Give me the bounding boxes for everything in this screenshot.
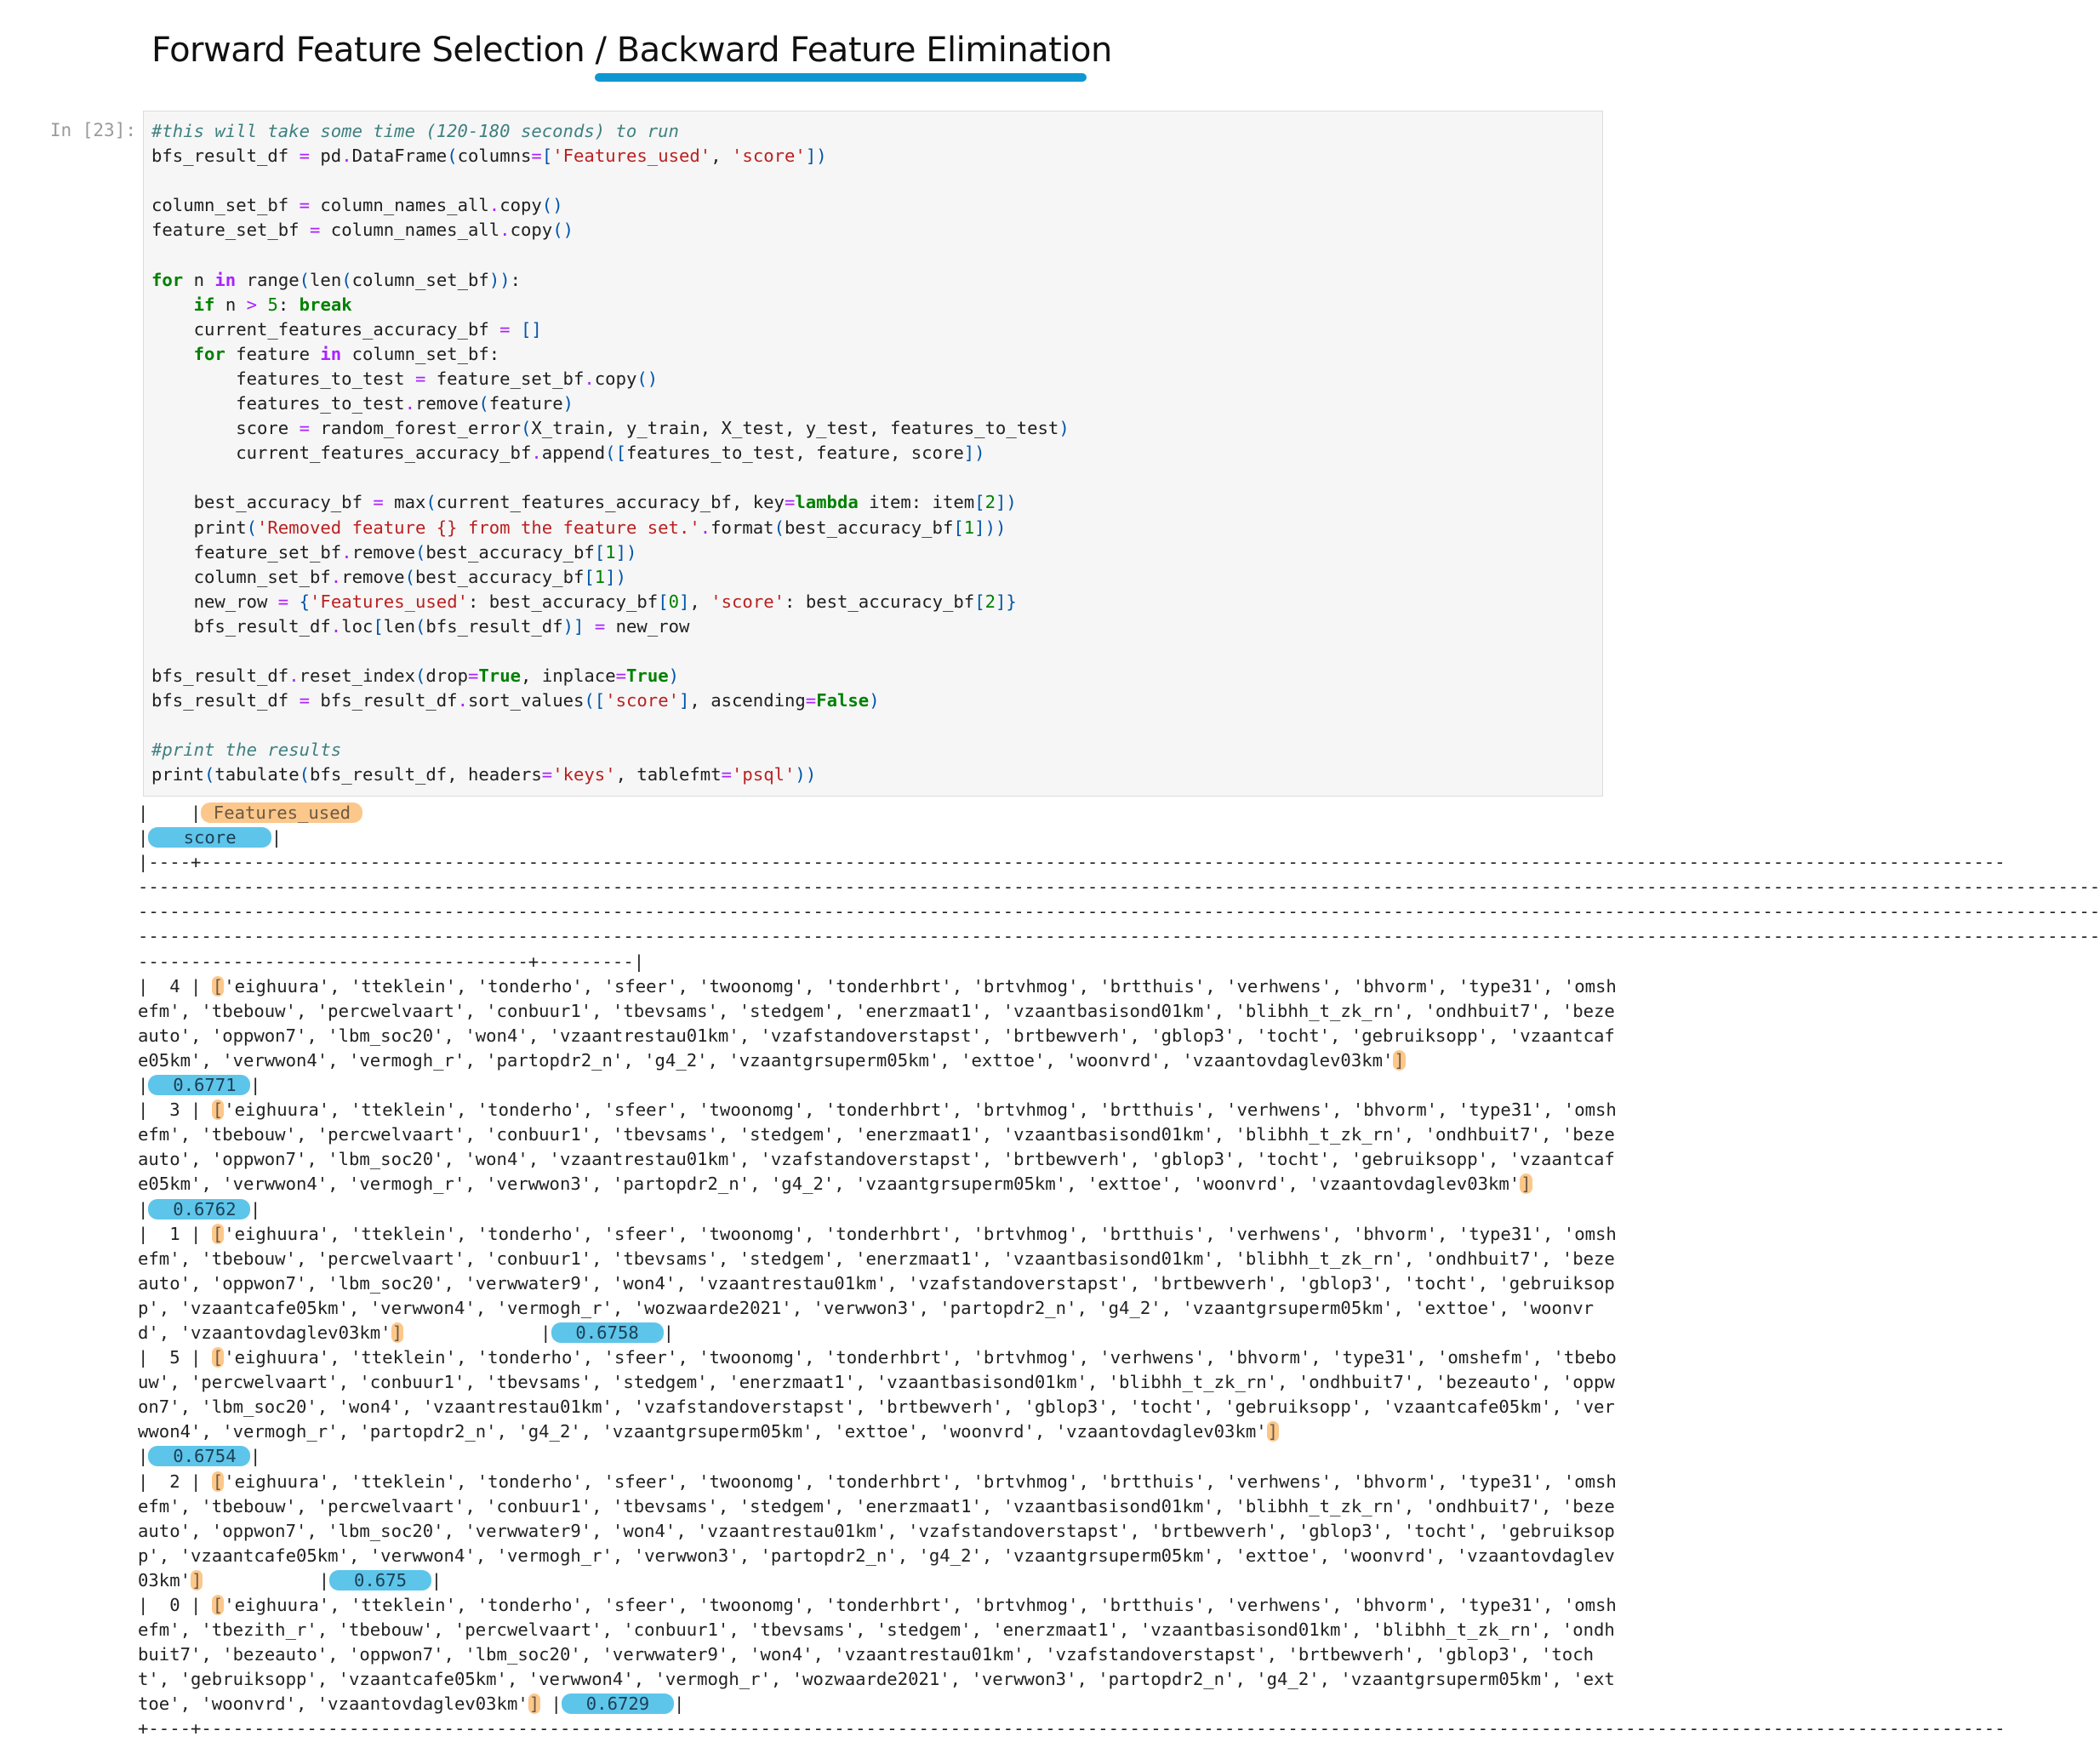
list-open-bracket: [ xyxy=(212,1471,224,1492)
cell-prompt: In [23]: xyxy=(49,120,136,140)
table-row-line: toe', 'woonvrd', 'vzaantovdaglev03km'] | 0.6729 | xyxy=(138,1693,685,1715)
table-row-line: 03km'] | 0.675 | xyxy=(138,1569,442,1591)
code-line: #print the results xyxy=(151,740,342,761)
title-part-backward: Backward Feature Elimination xyxy=(616,31,1112,70)
title-part-forward: Forward Feature Selection / xyxy=(151,31,617,70)
score-value: 0.675 xyxy=(329,1570,431,1591)
table-row-line xyxy=(138,1618,1615,1642)
code-line xyxy=(151,713,1070,738)
table-row-line: | 2 | ['eighuura', 'tteklein', 'tonderho', 'sfeer', 'twoonomg', 'tonderhbrt', 'brtvhmog', 'brtthuis', 'verhwens', 'bhvorm', 'type31', 'omsh xyxy=(138,1471,1617,1492)
features-text: 'eighuura', 'tteklein', 'tonderho', 'sfeer', 'twoonomg', 'tonderhbrt', 'brtvhmog', 'brtthuis', 'verhwens', 'bhvorm', 'type31', 'omsh xyxy=(224,1471,1617,1492)
table-separator: -------------------------------------+---------| xyxy=(138,951,645,972)
code-line: #this will take some time (120-180 seconds) to run xyxy=(151,121,679,141)
table-row-line: | 3 | ['eighuura', 'tteklein', 'tonderho', 'sfeer', 'twoonomg', 'tonderhbrt', 'brtvhmog', 'brtthuis', 'verhwens', 'bhvorm', 'type31', 'omsh xyxy=(138,1099,1617,1121)
features-text: on7', 'lbm_soc20', 'won4', 'vzaantrestau01km', 'vzafstandoverstapst', 'brtbewverh', 'gblop3', 'tocht', 'gebruiksopp', 'vzaantcafe05km', 'ver xyxy=(138,1396,1615,1418)
score-value: 0.6762 xyxy=(148,1199,250,1219)
code-line: current_features_accuracy_bf.append([features_to_test, feature, score]) xyxy=(151,443,985,464)
features-text: auto', 'oppwon7', 'lbm_soc20', 'won4', 'vzaantrestau01km', 'vzafstandoverstapst', 'brtbewverh', 'gblop3', 'tocht', 'gebruiksopp', 'vzaantcaf xyxy=(138,1025,1615,1046)
title-underline xyxy=(595,73,1087,82)
list-open-bracket: [ xyxy=(212,1223,224,1244)
code-line: column_set_bf = column_names_all.copy() xyxy=(151,195,563,216)
score-value: 0.6729 xyxy=(562,1693,674,1714)
list-open-bracket: [ xyxy=(212,975,224,997)
table-row-line xyxy=(138,1048,1601,1073)
code-line: bfs_result_df = pd.DataFrame(columns=['Features_used', 'score']) xyxy=(151,146,827,167)
features-text: e05km', 'verwwon4', 'vermogh_r', 'verwwon3', 'partopdr2_n', 'g4_2', 'vzaantgrsuperm05km', 'exttoe', 'woonvrd', 'vzaantovdaglev03km' xyxy=(138,1174,1521,1195)
features-text: d', 'vzaantovdaglev03km' xyxy=(138,1322,391,1343)
table-row-line xyxy=(138,1024,1615,1048)
features-text: efm', 'tbebouw', 'percwelvaart', 'conbuur1', 'tbevsams', 'stedgem', 'enerzmaat1', 'vzaantbasisond01km', 'blibhh_t_zk_rn', 'ondhbuit7', 'beze xyxy=(138,1248,1615,1269)
table-row-line xyxy=(138,1296,1601,1321)
code-line: column_set_bf.remove(best_accuracy_bf[1]) xyxy=(151,566,627,587)
code-line: best_accuracy_bf = max(current_features_accuracy_bf, key=lambda item: item[2]) xyxy=(151,492,1017,513)
table-row-line xyxy=(138,1544,1615,1568)
list-close-bracket: ] xyxy=(1521,1174,1532,1195)
column-header-score: score xyxy=(148,827,271,848)
table-row-line xyxy=(138,1642,1601,1667)
score-value: 0.6771 xyxy=(148,1075,250,1095)
table-row-line xyxy=(138,1494,1615,1519)
features-text: p', 'vzaantcafe05km', 'verwwon4', 'vermogh_r', 'verwwon3', 'partopdr2_n', 'g4_2', 'vzaantgrsuperm05km', 'exttoe', 'woonvrd', 'vzaantovdaglev xyxy=(138,1545,1615,1566)
features-text: uw', 'percwelvaart', 'conbuur1', 'tbevsams', 'stedgem', 'enerzmaat1', 'vzaantbasisond01km', 'blibhh_t_zk_rn', 'ondhbuit7', 'bezeauto', 'oppw xyxy=(138,1372,1615,1393)
table-row-line xyxy=(138,1419,1601,1444)
table-row-line xyxy=(138,1247,1615,1271)
table-separator: ------------------------------------------------------------------------------------------------------------------------------------------------------------------------------------------ xyxy=(138,877,2100,898)
table-row-line xyxy=(138,1172,1601,1197)
features-text: 'eighuura', 'tteklein', 'tonderho', 'sfeer', 'twoonomg', 'tonderhbrt', 'brtvhmog', 'brtthuis', 'verhwens', 'bhvorm', 'type31', 'omsh xyxy=(224,1099,1617,1121)
code-line xyxy=(151,243,1070,267)
table-row-line: | 1 | ['eighuura', 'tteklein', 'tonderho', 'sfeer', 'twoonomg', 'tonderhbrt', 'brtvhmog', 'brtthuis', 'verhwens', 'bhvorm', 'type31', 'omsh xyxy=(138,1223,1617,1244)
table-row-line: d', 'vzaantovdaglev03km'] | 0.6758 | xyxy=(138,1322,674,1343)
features-text: 03km' xyxy=(138,1569,191,1591)
code-line: feature_set_bf.remove(best_accuracy_bf[1]) xyxy=(151,541,637,563)
code-editor[interactable] xyxy=(151,119,1070,788)
code-line: current_features_accuracy_bf = [] xyxy=(151,318,542,340)
features-text: auto', 'oppwon7', 'lbm_soc20', 'verwwater9', 'won4', 'vzaantrestau01km', 'vzafstandoverstapst', 'brtbewverh', 'gblop3', 'tocht', 'gebruiksop xyxy=(138,1272,1615,1294)
code-line: feature_set_bf = column_names_all.copy() xyxy=(151,220,574,241)
features-text: efm', 'tbebouw', 'percwelvaart', 'conbuur1', 'tbevsams', 'stedgem', 'enerzmaat1', 'vzaantbasisond01km', 'blibhh_t_zk_rn', 'ondhbuit7', 'beze xyxy=(138,1495,1615,1516)
code-line: bfs_result_df = bfs_result_df.sort_values(['score'], ascending=False) xyxy=(151,690,880,711)
cell-output xyxy=(138,801,2100,1742)
list-close-bracket: ] xyxy=(528,1693,540,1715)
table-header-line: | | Features_used xyxy=(138,802,362,823)
table-row-line xyxy=(138,1122,1615,1147)
table-row-line xyxy=(138,1271,1615,1296)
table-row-line xyxy=(138,1370,1615,1395)
code-line xyxy=(151,465,1070,490)
features-text: t', 'gebruiksopp', 'vzaantcafe05km', 'verwwon4', 'vermogh_r', 'wozwaarde2021', 'verwwon3', 'partopdr2_n', 'g4_2', 'vzaantgrsuperm05km', 'ext xyxy=(138,1669,1615,1690)
table-row-line xyxy=(138,1667,1615,1692)
table-footer: +----+--------------------------------------------------------------------------------------------------------------------------------------------------------------------------- xyxy=(138,1718,2006,1739)
features-text: auto', 'oppwon7', 'lbm_soc20', 'won4', 'vzaantrestau01km', 'vzafstandoverstapst', 'brtbewverh', 'gblop3', 'tocht', 'gebruiksopp', 'vzaantcaf xyxy=(138,1149,1615,1170)
list-close-bracket: ] xyxy=(1394,1049,1405,1071)
features-text: 'eighuura', 'tteklein', 'tonderho', 'sfeer', 'twoonomg', 'tonderhbrt', 'brtvhmog', 'brtthuis', 'verhwens', 'bhvorm', 'type31', 'omsh xyxy=(224,1223,1617,1244)
score-value: 0.6754 xyxy=(148,1446,250,1466)
table-row-line: | 5 | ['eighuura', 'tteklein', 'tonderho', 'sfeer', 'twoonomg', 'tonderhbrt', 'brtvhmog', 'verhwens', 'bhvorm', 'type31', 'omshefm', 'tbebo xyxy=(138,1347,1617,1368)
features-text: wwon4', 'vermogh_r', 'partopdr2_n', 'g4_2', 'vzaantgrsuperm05km', 'exttoe', 'woonvrd', 'vzaantovdaglev03km' xyxy=(138,1421,1267,1442)
table-row-line: | 4 | ['eighuura', 'tteklein', 'tonderho', 'sfeer', 'twoonomg', 'tonderhbrt', 'brtvhmog', 'brtthuis', 'verhwens', 'bhvorm', 'type31', 'omsh xyxy=(138,975,1617,997)
code-line: bfs_result_df.loc[len(bfs_result_df)] = new_row xyxy=(151,615,690,637)
features-text: efm', 'tbebouw', 'percwelvaart', 'conbuur1', 'tbevsams', 'stedgem', 'enerzmaat1', 'vzaantbasisond01km', 'blibhh_t_zk_rn', 'ondhbuit7', 'beze xyxy=(138,1000,1615,1021)
list-close-bracket: ] xyxy=(191,1569,203,1591)
table-row-score-line: | 0.6754 | xyxy=(138,1446,261,1467)
table-row-line xyxy=(138,1395,1615,1419)
table-separator: ------------------------------------------------------------------------------------------------------------------------------------------------------------------------------------------ xyxy=(138,926,2100,947)
code-line: print(tabulate(bfs_result_df, headers='keys', tablefmt='psql')) xyxy=(151,764,817,785)
list-open-bracket: [ xyxy=(212,1595,224,1615)
table-row-score-line: | 0.6771 | xyxy=(138,1075,261,1096)
table-header-line: | score | xyxy=(138,827,282,848)
code-line: new_row = {'Features_used': best_accuracy_bf[0], 'score': best_accuracy_bf[2]} xyxy=(151,591,1017,612)
code-line: if n > 5: break xyxy=(193,294,352,315)
code-line xyxy=(151,639,1070,664)
score-value: 0.6758 xyxy=(551,1322,664,1343)
column-header-features: Features_used xyxy=(203,802,362,823)
table-separator: ------------------------------------------------------------------------------------------------------------------------------------------------------------------------------------------ xyxy=(138,901,2100,922)
features-text: 'eighuura', 'tteklein', 'tonderho', 'sfeer', 'twoonomg', 'tonderhbrt', 'brtvhmog', 'verhwens', 'bhvorm', 'type31', 'omshefm', 'tbebo xyxy=(224,1347,1617,1368)
table-row-line xyxy=(138,1147,1615,1172)
code-line xyxy=(151,168,1070,193)
code-line: features_to_test.remove(feature) xyxy=(151,393,574,414)
list-open-bracket: [ xyxy=(212,1347,224,1368)
code-line: score = random_forest_error(X_train, y_train, X_test, y_test, features_to_test) xyxy=(151,418,1070,439)
table-row-line xyxy=(138,1519,1615,1544)
table-row-line xyxy=(138,999,1615,1024)
features-text: efm', 'tbebouw', 'percwelvaart', 'conbuur1', 'tbevsams', 'stedgem', 'enerzmaat1', 'vzaantbasisond01km', 'blibhh_t_zk_rn', 'ondhbuit7', 'beze xyxy=(138,1124,1615,1145)
list-close-bracket: ] xyxy=(1267,1421,1279,1442)
features-text: auto', 'oppwon7', 'lbm_soc20', 'verwwater9', 'won4', 'vzaantrestau01km', 'vzafstandoverstapst', 'brtbewverh', 'gblop3', 'tocht', 'gebruiksop xyxy=(138,1520,1615,1541)
code-line: for n in range(len(column_set_bf)): xyxy=(151,269,522,290)
code-line: for feature in column_set_bf: xyxy=(193,343,500,364)
features-text: toe', 'woonvrd', 'vzaantovdaglev03km' xyxy=(138,1693,528,1715)
table-row-line: | 0 | ['eighuura', 'tteklein', 'tonderho', 'sfeer', 'twoonomg', 'tonderhbrt', 'brtvhmog', 'brtthuis', 'verhwens', 'bhvorm', 'type31', 'omsh xyxy=(138,1595,1617,1615)
features-text: p', 'vzaantcafe05km', 'verwwon4', 'vermogh_r', 'wozwaarde2021', 'verwwon3', 'partopdr2_n', 'g4_2', 'vzaantgrsuperm05km', 'exttoe', 'woonvr xyxy=(138,1297,1594,1318)
list-open-bracket: [ xyxy=(212,1099,224,1121)
features-text: e05km', 'verwwon4', 'vermogh_r', 'partopdr2_n', 'g4_2', 'vzaantgrsuperm05km', 'exttoe', 'woonvrd', 'vzaantovdaglev03km' xyxy=(138,1049,1394,1071)
page-title xyxy=(151,31,1112,70)
list-close-bracket: ] xyxy=(391,1322,402,1343)
features-text: 'eighuura', 'tteklein', 'tonderho', 'sfeer', 'twoonomg', 'tonderhbrt', 'brtvhmog', 'brtthuis', 'verhwens', 'bhvorm', 'type31', 'omsh xyxy=(224,1595,1617,1615)
table-separator: |----+--------------------------------------------------------------------------------------------------------------------------------------------------------------------------- xyxy=(138,852,2006,873)
features-text: 'eighuura', 'tteklein', 'tonderho', 'sfeer', 'twoonomg', 'tonderhbrt', 'brtvhmog', 'brtthuis', 'verhwens', 'bhvorm', 'type31', 'omsh xyxy=(224,975,1617,997)
features-text: buit7', 'bezeauto', 'oppwon7', 'lbm_soc20', 'verwwater9', 'won4', 'vzaantrestau01km', 'vzafstandoverstapst', 'brtbewverh', 'gblop3', 'toch xyxy=(138,1644,1594,1665)
table-row-score-line: | 0.6762 | xyxy=(138,1198,261,1219)
code-line: bfs_result_df.reset_index(drop=True, inplace=True) xyxy=(151,665,680,687)
features-text: efm', 'tbezith_r', 'tbebouw', 'percwelvaart', 'conbuur1', 'tbevsams', 'stedgem', 'enerzmaat1', 'vzaantbasisond01km', 'blibhh_t_zk_rn', 'ondh xyxy=(138,1619,1615,1641)
code-line: features_to_test = feature_set_bf.copy() xyxy=(151,368,659,389)
code-line: print('Removed feature {} from the feature set.'.format(best_accuracy_bf[1])) xyxy=(151,517,1007,538)
